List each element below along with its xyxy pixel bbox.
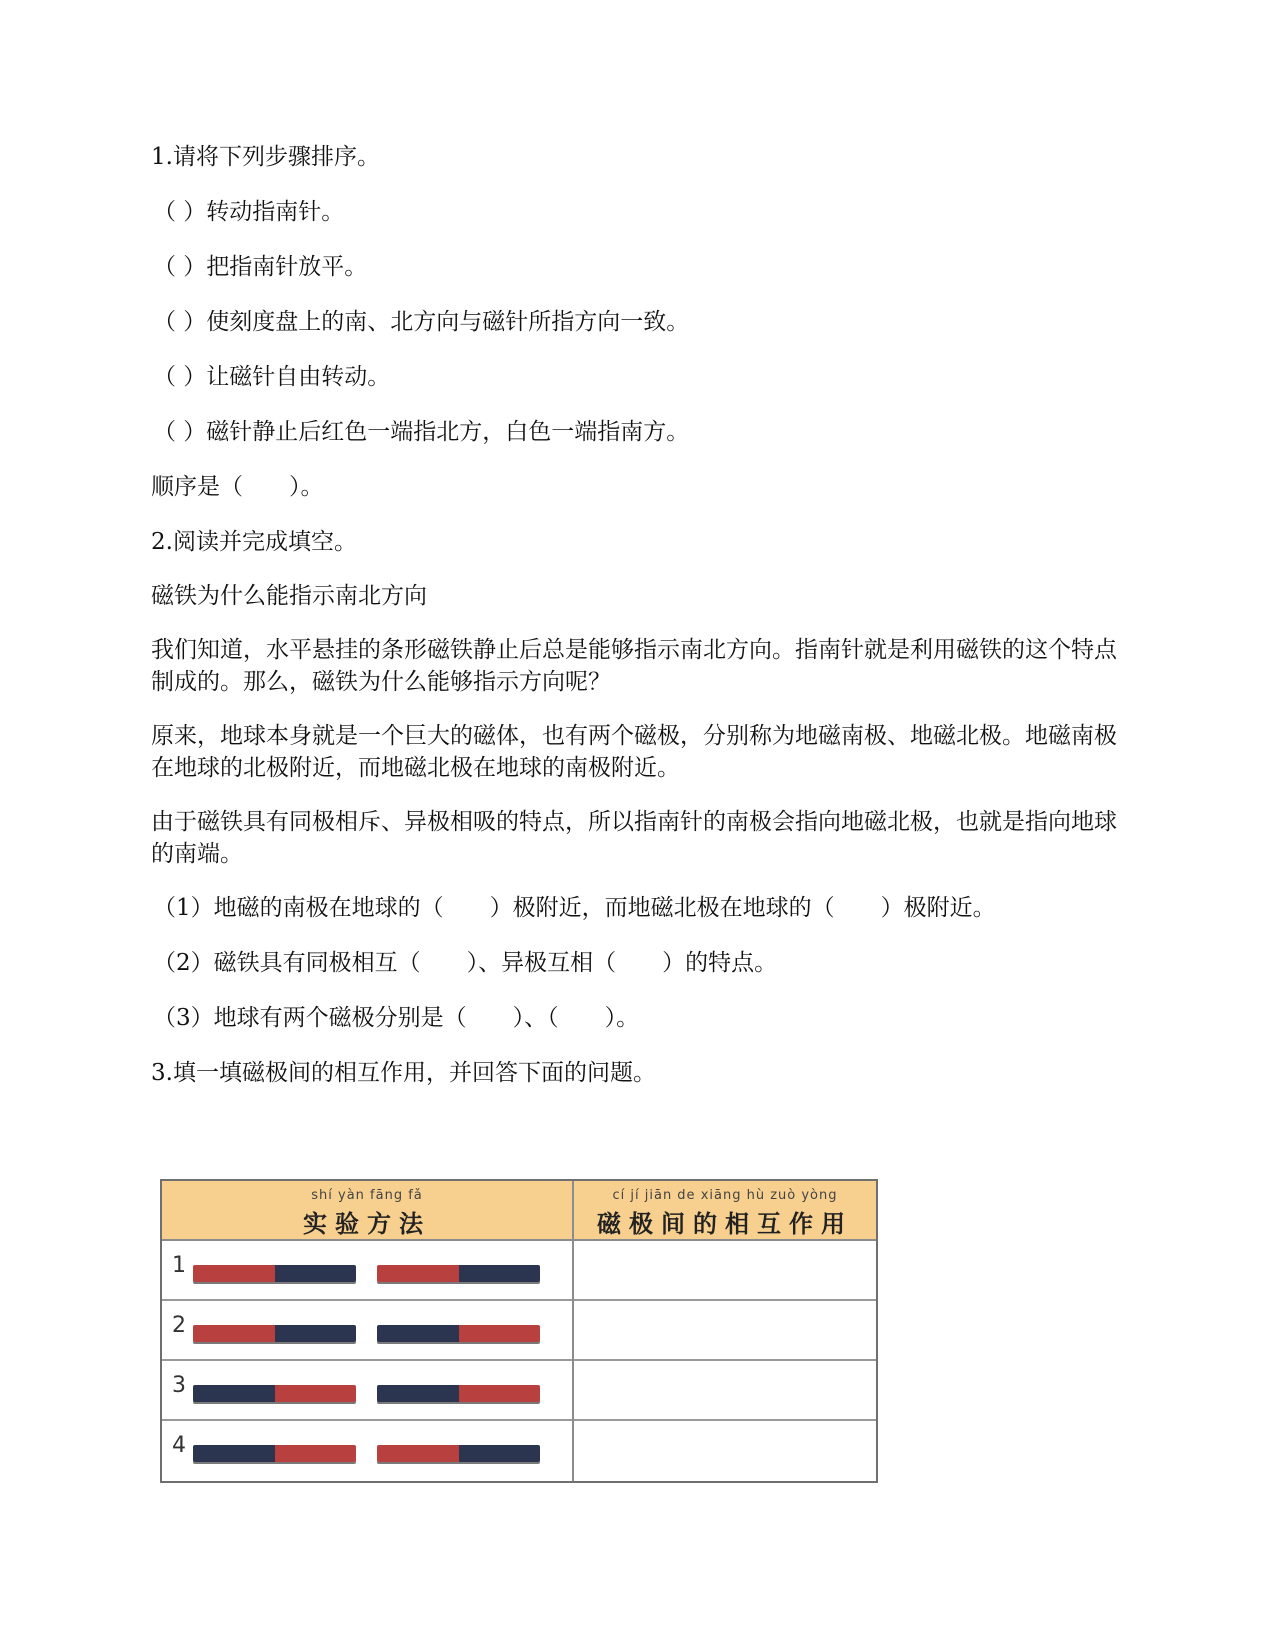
interaction-answer-cell[interactable] [574,1241,876,1299]
reading-paragraph-1: 我们知道，水平悬挂的条形磁铁静止后总是能够指示南北方向。指南针就是利用磁铁的这个特点制成的。那么，磁铁为什么能够指示方向呢？ [151,637,1117,695]
question-1-title: 1.请将下列步骤排序。 [151,144,380,170]
q1-step-1: （ ）转动指南针。 [153,199,345,225]
reading-paragraph-3: 由于磁铁具有同极相斥、异极相吸的特点，所以指南针的南极会指向地磁北极，也就是指向地球的南端。 [151,809,1117,867]
interaction-answer-cell[interactable] [574,1361,876,1419]
reading-paragraph-2: 原来，地球本身就是一个巨大的磁体，也有两个磁极，分别称为地磁南极、地磁北极。地磁南极在地球的北极附近，而地磁北极在地球的南极附近。 [151,723,1117,781]
header-interaction [574,1181,876,1239]
table-row [162,1421,876,1481]
header-method-label: 实验方法 [303,1209,431,1238]
row-number: 3 [172,1373,186,1398]
bar-magnet-icon [377,1265,540,1282]
bar-magnet-icon [377,1325,540,1342]
q1-step-5: （ ）磁针静止后红色一端指北方，白色一端指南方。 [153,419,690,445]
reading-title: 磁铁为什么能指示南北方向 [151,583,427,609]
header-method [162,1181,572,1239]
question-2-title: 2.阅读并完成填空。 [151,529,357,555]
interaction-answer-cell[interactable] [574,1421,876,1479]
bar-magnet-icon [193,1265,356,1282]
header-interaction-pinyin: cí jí jiān de xiāng hù zuò yòng [612,1188,838,1203]
table-row [162,1301,876,1361]
q1-step-4: （ ）让磁针自由转动。 [153,364,391,390]
q1-order-answer: 顺序是（ ）。 [151,474,324,500]
bar-magnet-icon [193,1445,356,1462]
table-header [162,1181,876,1241]
row-number: 4 [172,1433,186,1458]
question-3-title: 3.填一填磁极间的相互作用，并回答下面的问题。 [151,1060,656,1086]
magnet-experiment-table [160,1179,878,1483]
table-row [162,1241,876,1301]
q2-blank-3: （3）地球有两个磁极分别是（ ）、（ ）。 [153,1005,640,1031]
row-number: 2 [172,1313,186,1338]
header-method-pinyin: shí yàn fāng fǎ [311,1188,423,1203]
bar-magnet-icon [377,1445,540,1462]
q2-blank-2: （2）磁铁具有同极相互（ ）、异极互相（ ）的特点。 [153,950,778,976]
row-number: 1 [172,1253,186,1278]
q1-step-2: （ ）把指南针放平。 [153,254,368,280]
q1-step-3: （ ）使刻度盘上的南、北方向与磁针所指方向一致。 [153,309,690,335]
bar-magnet-icon [193,1385,356,1402]
q2-blank-1: （1）地磁的南极在地球的（ ）极附近，而地磁北极在地球的（ ）极附近。 [153,895,996,921]
column-divider [572,1181,574,1481]
bar-magnet-icon [193,1325,356,1342]
interaction-answer-cell[interactable] [574,1301,876,1359]
table-row [162,1361,876,1421]
header-interaction-label: 磁极间的相互作用 [597,1209,853,1238]
bar-magnet-icon [377,1385,540,1402]
